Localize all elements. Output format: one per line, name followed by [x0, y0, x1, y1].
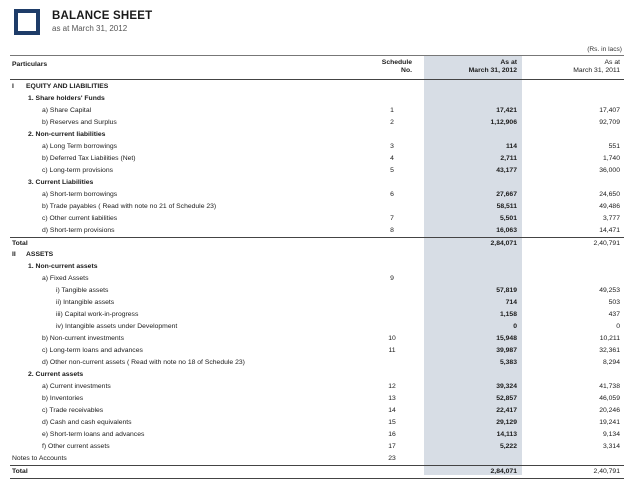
row-value-2011: 24,650: [599, 191, 620, 198]
row-schedule: 4: [390, 155, 394, 162]
table-row: [10, 165, 624, 177]
table-row: [10, 405, 624, 417]
row-label: b) Deferred Tax Liabilities (Net): [42, 155, 136, 162]
row-label: d) Other non-current assets ( Read with note no 18 of Schedule 23): [42, 359, 245, 366]
row-schedule: 17: [388, 443, 396, 450]
row-schedule: 7: [390, 215, 394, 222]
row-value-2012: 5,222: [499, 443, 517, 450]
row-value-2011: 8,294: [602, 359, 620, 366]
row-label: b) Trade payables ( Read with note no 21 of Schedule 23): [42, 203, 217, 210]
row-value-2012: 52,857: [496, 395, 517, 402]
row-value-2011: 9,134: [602, 431, 620, 438]
header-schedule: Schedule No.: [381, 59, 412, 74]
row-number: II: [12, 251, 16, 258]
row-schedule: 8: [390, 227, 394, 234]
row-label: 2. Current assets: [28, 371, 84, 378]
row-value-2012: 39,324: [496, 383, 517, 390]
row-value-2012: 16,063: [496, 227, 517, 234]
row-value-2011: 14,471: [599, 227, 620, 234]
table-row: [10, 417, 624, 429]
table-row: [10, 213, 624, 225]
row-value-2012: 43,177: [496, 167, 517, 174]
row-value-2011: 0: [616, 323, 620, 330]
row-schedule: 2: [390, 119, 394, 126]
row-label: Total: [12, 240, 28, 247]
page-title: BALANCE SHEET: [52, 10, 153, 22]
table-row: [10, 225, 624, 237]
table-row: [10, 429, 624, 441]
row-value-2011: 10,211: [599, 335, 620, 342]
row-value-2011: 503: [608, 299, 620, 306]
row-schedule: 13: [388, 395, 396, 402]
table-row: [10, 177, 624, 189]
row-label: a) Current investments: [42, 383, 111, 390]
row-value-2011: 2,40,791: [593, 468, 620, 475]
row-schedule: 5: [390, 167, 394, 174]
page-subtitle: as at March 31, 2012: [52, 24, 128, 33]
row-label: a) Short-term borrowings: [42, 191, 118, 198]
header-rule-top: [10, 55, 624, 56]
table-row: [10, 465, 624, 479]
row-label: c) Long-term provisions: [42, 167, 114, 174]
row-schedule: 15: [388, 419, 396, 426]
row-schedule: 3: [390, 143, 394, 150]
table-row: [10, 129, 624, 141]
table-row: [10, 381, 624, 393]
row-label: 1. Non-current assets: [28, 263, 98, 270]
row-label: b) Non-current investments: [42, 335, 124, 342]
row-schedule: 6: [390, 191, 394, 198]
row-value-2011: 551: [608, 143, 620, 150]
row-value-2012: 2,84,071: [490, 468, 517, 475]
company-logo: [14, 9, 40, 35]
row-value-2012: 1,12,906: [490, 119, 517, 126]
table-row: [10, 249, 624, 261]
row-schedule: 1: [390, 107, 394, 114]
row-value-2012: 39,987: [496, 347, 517, 354]
table-row: [10, 189, 624, 201]
row-label: b) Reserves and Surplus: [42, 119, 117, 126]
row-label: 1. Share holders' Funds: [28, 95, 105, 102]
row-value-2012: 27,667: [496, 191, 517, 198]
table-row: [10, 105, 624, 117]
row-value-2012: 57,819: [496, 287, 517, 294]
table-row: [10, 453, 624, 465]
row-value-2011: 32,361: [599, 347, 620, 354]
row-value-2011: 17,407: [599, 107, 620, 114]
row-label: b) Inventories: [42, 395, 84, 402]
row-label: EQUITY AND LIABILITIES: [26, 83, 109, 90]
row-schedule: 16: [388, 431, 396, 438]
row-value-2012: 17,421: [496, 107, 517, 114]
row-value-2012: 29,129: [496, 419, 517, 426]
row-label: iv) Intangible assets under Development: [56, 323, 178, 330]
row-value-2011: 49,486: [599, 203, 620, 210]
units-note: (Rs. in lacs): [587, 46, 622, 53]
row-label: c) Long-term loans and advances: [42, 347, 143, 354]
row-value-2011: 437: [608, 311, 620, 318]
table-row: [10, 273, 624, 285]
row-value-2011: 2,40,791: [593, 240, 620, 247]
header-current-year: As at March 31, 2012: [468, 59, 517, 74]
row-value-2011: 92,709: [599, 119, 620, 126]
table-row: [10, 141, 624, 153]
row-value-2012: 5,501: [499, 215, 517, 222]
row-schedule: 14: [388, 407, 396, 414]
row-label: ASSETS: [26, 251, 54, 258]
row-value-2011: 3,777: [602, 215, 620, 222]
table-row: [10, 117, 624, 129]
table-row: [10, 153, 624, 165]
row-label: Total: [12, 468, 28, 475]
row-schedule: 10: [388, 335, 396, 342]
row-label: e) Short-term loans and advances: [42, 431, 145, 438]
row-value-2012: 2,84,071: [490, 240, 517, 247]
row-schedule: 11: [388, 347, 396, 354]
header-previous-year: As at March 31, 2011: [573, 59, 620, 74]
row-label: f) Other current assets: [42, 443, 110, 450]
header-rule-bottom: [10, 79, 624, 80]
row-value-2011: 1,740: [602, 155, 620, 162]
table-row: [10, 285, 624, 297]
row-value-2012: 5,383: [499, 359, 517, 366]
row-label: d) Cash and cash equivalents: [42, 419, 132, 426]
row-schedule: 12: [388, 383, 396, 390]
row-label: c) Other current liabilities: [42, 215, 118, 222]
table-row: [10, 357, 624, 369]
row-value-2012: 22,417: [496, 407, 517, 414]
row-value-2012: 1,158: [499, 311, 517, 318]
table-row: [10, 333, 624, 345]
table-row: [10, 261, 624, 273]
table-row: [10, 93, 624, 105]
row-label: Notes to Accounts: [12, 455, 67, 462]
row-value-2012: 15,948: [496, 335, 517, 342]
row-label: iii) Capital work-in-progress: [56, 311, 139, 318]
row-label: a) Fixed Assets: [42, 275, 89, 282]
row-label: i) Tangible assets: [56, 287, 109, 294]
row-value-2011: 20,246: [599, 407, 620, 414]
row-label: a) Share Capital: [42, 107, 92, 114]
table-row: [10, 393, 624, 405]
row-value-2011: 36,000: [599, 167, 620, 174]
row-value-2012: 714: [505, 299, 517, 306]
table-row: [10, 297, 624, 309]
table-row: [10, 309, 624, 321]
row-value-2012: 0: [513, 323, 517, 330]
table-row: [10, 369, 624, 381]
row-label: d) Short-term provisions: [42, 227, 115, 234]
row-label: c) Trade receivables: [42, 407, 104, 414]
row-label: ii) Intangible assets: [56, 299, 115, 306]
row-value-2012: 58,511: [496, 203, 517, 210]
row-value-2011: 46,059: [599, 395, 620, 402]
row-label: 3. Current Liabilities: [28, 179, 94, 186]
row-value-2011: 3,314: [602, 443, 620, 450]
row-number: I: [12, 83, 14, 90]
row-value-2012: 114: [506, 143, 517, 150]
row-schedule: 9: [390, 275, 394, 282]
table-row: [10, 345, 624, 357]
header-particulars: Particulars: [12, 61, 48, 68]
table-row: [10, 81, 624, 93]
row-value-2012: 14,113: [496, 431, 517, 438]
row-value-2011: 49,253: [599, 287, 620, 294]
row-schedule: 23: [388, 455, 396, 462]
row-value-2011: 19,241: [599, 419, 620, 426]
table-row: [10, 201, 624, 213]
table-row: [10, 441, 624, 453]
row-value-2011: 41,738: [599, 383, 620, 390]
row-label: 2. Non-current liabilities: [28, 131, 106, 138]
row-label: a) Long Term borrowings: [42, 143, 118, 150]
row-value-2012: 2,711: [500, 155, 517, 162]
table-row: [10, 321, 624, 333]
